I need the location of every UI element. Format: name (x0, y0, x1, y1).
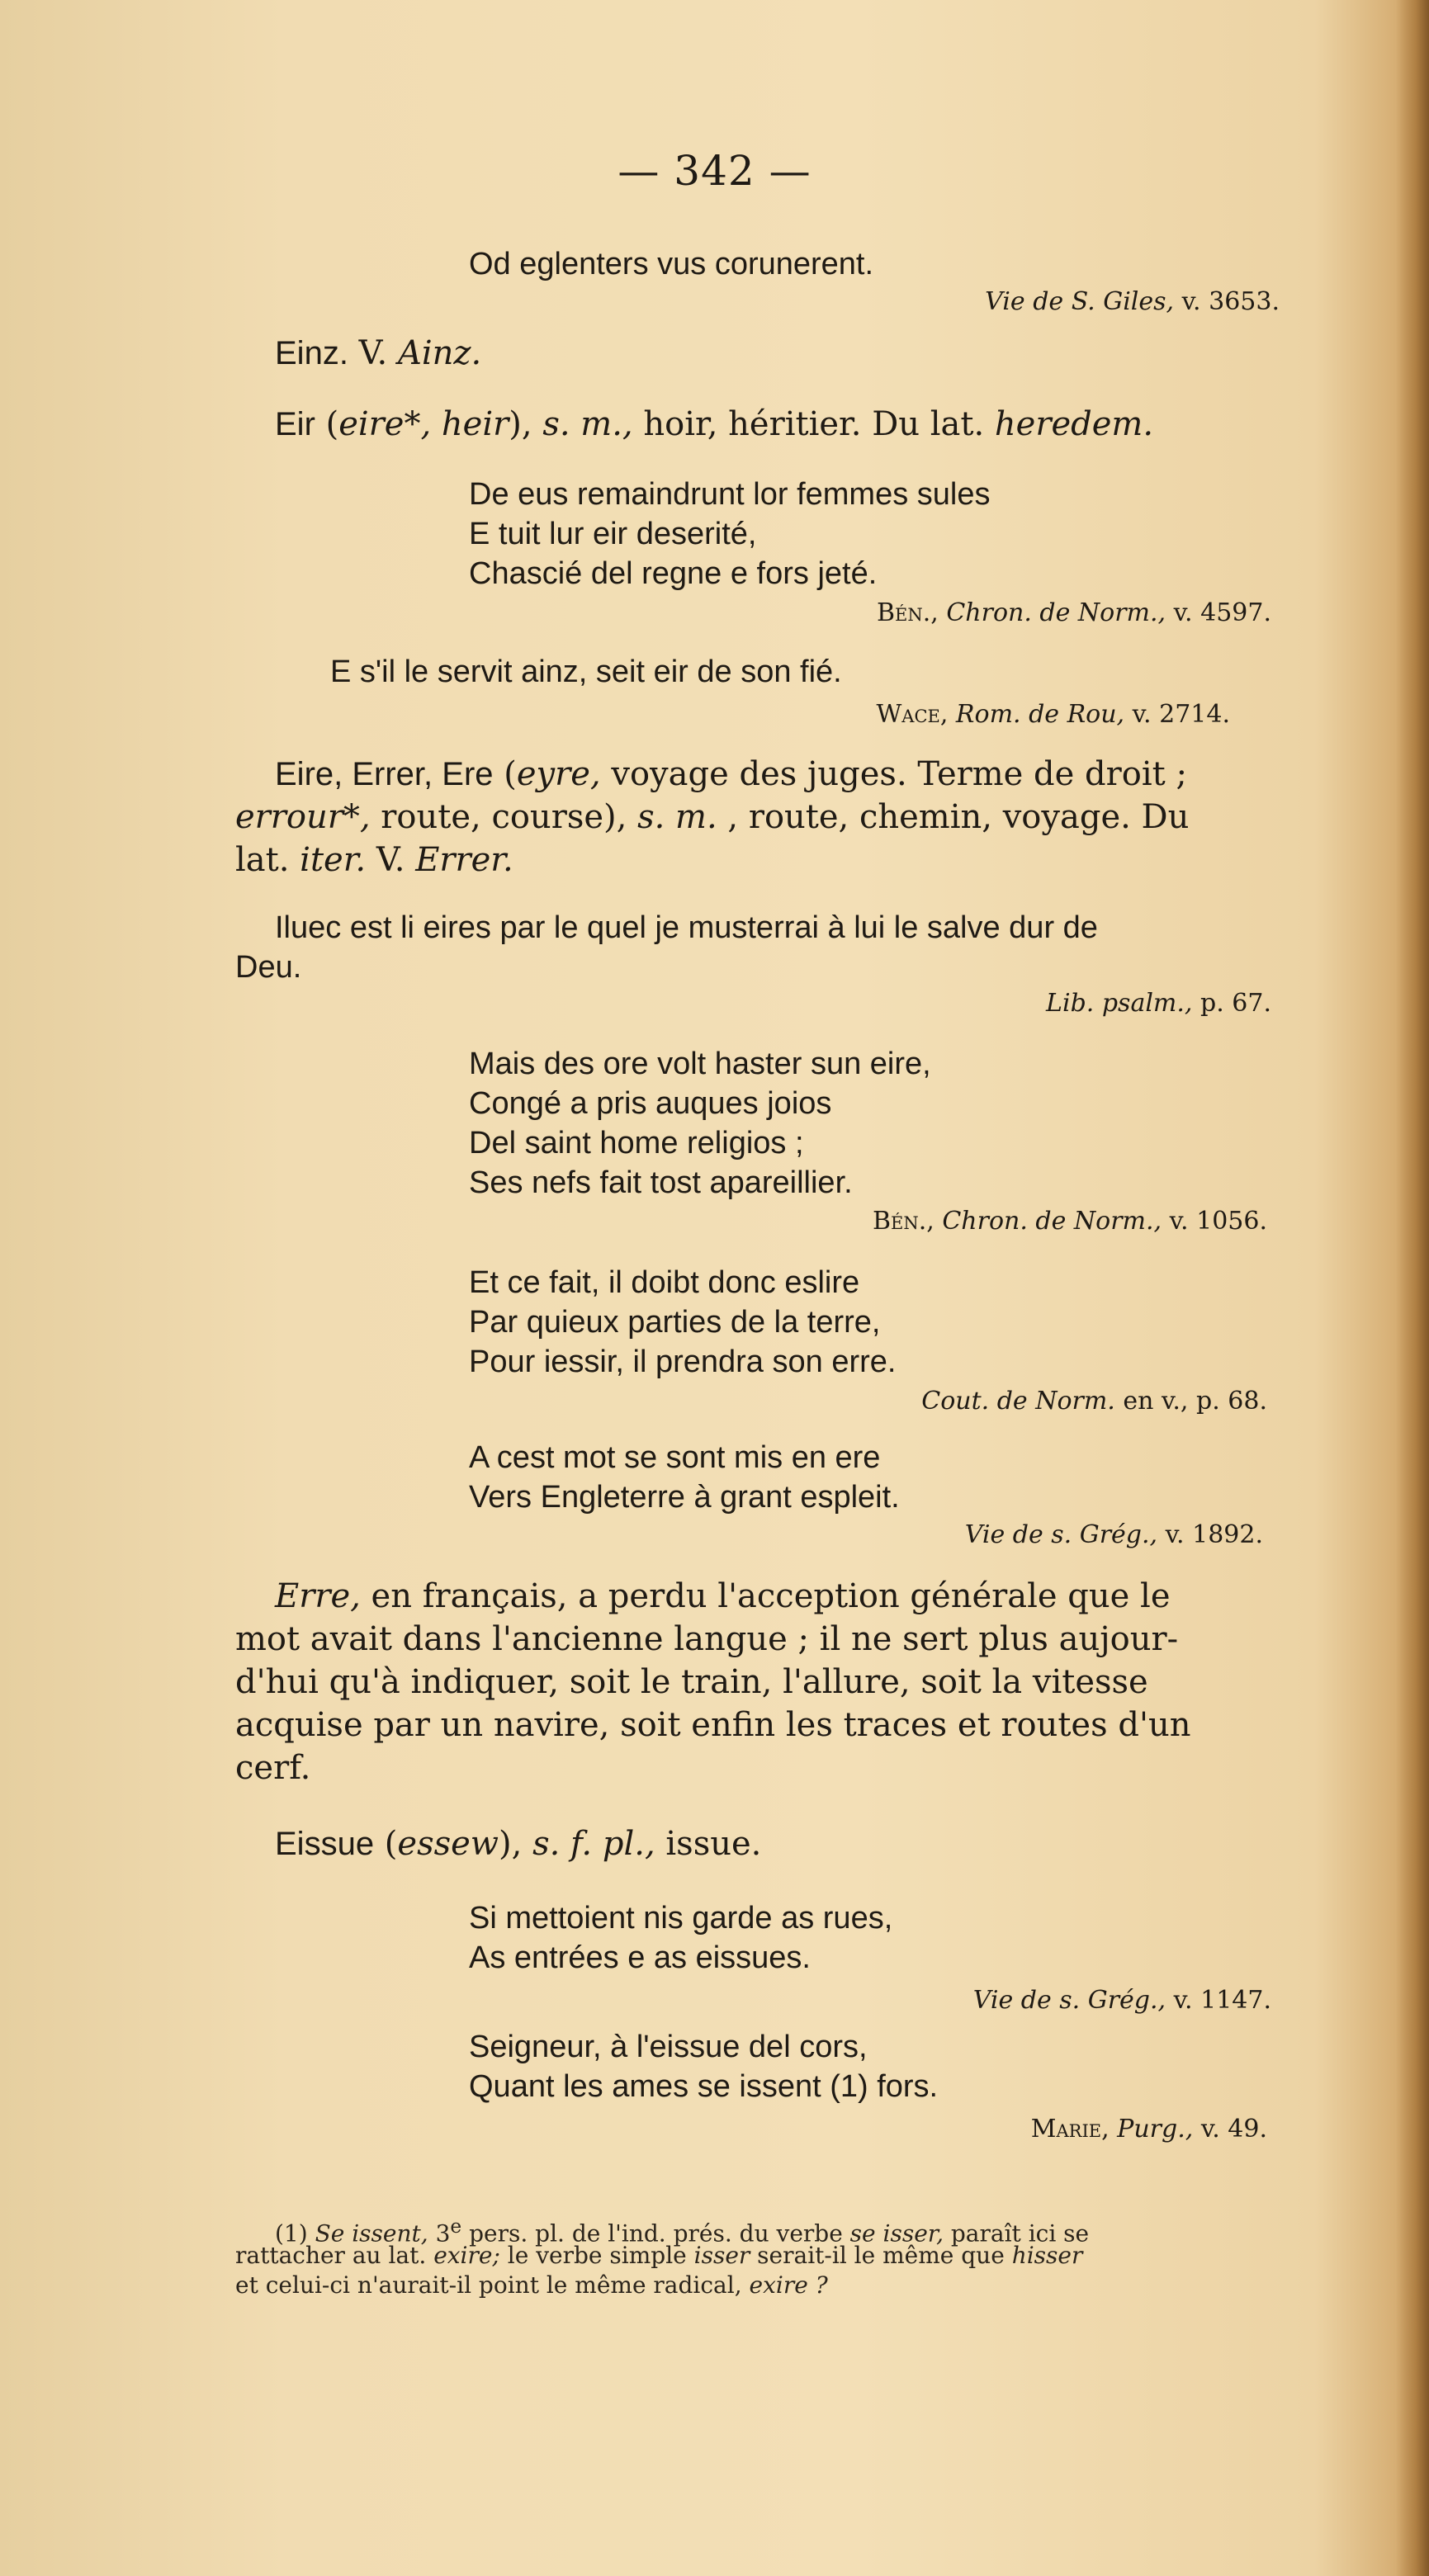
citation (1031, 2115, 1267, 2144)
citation (873, 1207, 1267, 1236)
paragraph-line: acquise par un navire, soit enfin les traces et routes d'un (235, 1706, 1191, 1744)
citation-title: Lib. psalm., (1046, 989, 1193, 1018)
citation-author: Bén., (876, 598, 939, 627)
verse-line: Congé a pris auques joios (469, 1086, 832, 1121)
paragraph-line: d'hui qu'à indiquer, soit le train, l'allure, soit la vitesse (235, 1663, 1148, 1701)
definition: hoir, héritier. Du lat. (632, 405, 995, 443)
citation (1046, 989, 1271, 1018)
prose-quote-line: Deu. (235, 950, 302, 985)
verse-line: Et ce fait, il doibt donc eslire (469, 1265, 860, 1300)
citation (876, 700, 1230, 729)
citation-author: Bén., (872, 1207, 935, 1236)
verse-line: As entrées e as eissues. (469, 1940, 811, 1975)
prose-quote-line: Iluec est li eires par le quel je musterrai à lui le salve dur de (275, 910, 1098, 945)
citation-title: Vie de s. Grég., (972, 1986, 1166, 2015)
entry-headword: Eir (275, 406, 315, 442)
citation (985, 287, 1280, 316)
verse-line: Od eglenters vus corunerent. (469, 247, 874, 281)
etymology: iter. (300, 841, 367, 879)
paragraph-line: Erre, en français, a perdu l'acception générale que le (275, 1577, 1171, 1615)
verse-line: De eus remaindrunt lor femmes sules (469, 477, 991, 512)
verse-line: Ses nefs fait tost apareillier. (469, 1165, 853, 1200)
citation-author: Marie, (1030, 2115, 1110, 2144)
verse-line: E s'il le servit ainz, seit eir de son fié. (330, 655, 842, 689)
entry-headword: Eire, Errer, Ere (275, 756, 494, 792)
etymology: heredem. (994, 405, 1154, 443)
verse-line: Del saint home religios ; (469, 1126, 804, 1160)
definition: , route, chemin, voyage. Du (717, 798, 1190, 836)
citation-ref: v. 1892. (1165, 1520, 1263, 1549)
grammar-tag: s. f. pl., (532, 1825, 655, 1863)
footnote-line: et celui-ci n'aurait-il point le même radical, exire ? (235, 2271, 828, 2299)
page-edge-shadow (1396, 0, 1429, 2576)
variant-form: eyre, (516, 755, 601, 793)
verse-line: Seigneur, à l'eissue del cors, (469, 2030, 868, 2064)
verse-line: Pour iessir, il prendra son erre. (469, 1345, 897, 1379)
headword-italic: Erre, (275, 1577, 361, 1615)
citation-title: Chron. de Norm., (946, 598, 1166, 627)
citation-ref: en v., p. 68. (1123, 1387, 1267, 1416)
verse-line: A cest mot se sont mis en ere (469, 1440, 881, 1475)
verse-line: Par quieux parties de la terre, (469, 1305, 881, 1340)
citation-ref: v. 2714. (1132, 700, 1230, 729)
entry-eissue: Eissue (essew), s. f. pl., issue. (275, 1825, 762, 1863)
citation (965, 1520, 1263, 1549)
entry-headword: Eissue (275, 1826, 375, 1862)
grammar-tag: s. m., (542, 405, 633, 443)
verse-line: Chascié del regne e fors jeté. (469, 556, 878, 591)
citation-title: Vie de S. Giles, (985, 287, 1175, 316)
page-number: — 342 — (617, 147, 812, 195)
entry-eire-line2: errour*, route, course), s. m. , route, chemin, voyage. Du (235, 798, 1190, 836)
variant-form: essew (397, 1825, 499, 1863)
entry-text: V. (348, 334, 398, 372)
citation-title: Purg., (1117, 2115, 1194, 2144)
footnote-line: rattacher au lat. exire; le verbe simple isser serait-il le même que hisser (235, 2242, 1083, 2269)
entry-eire: Eire, Errer, Ere (eyre, voyage des juges. Terme de droit ; (275, 755, 1187, 793)
citation-title: Chron. de Norm., (942, 1207, 1162, 1236)
citation (877, 598, 1271, 627)
definition: voyage des juges. Terme de droit ; (600, 755, 1187, 793)
verse-line: Mais des ore volt haster sun eire, (469, 1047, 931, 1081)
grammar-tag: s. m. (637, 798, 717, 836)
footnote-line: (1) Se issent, 3e pers. pl. de l'ind. prés. du verbe se isser, paraît ici se (275, 2214, 1090, 2248)
footnote-marker: (1) (275, 2219, 315, 2248)
citation-title: Rom. de Rou, (955, 700, 1125, 729)
cross-reference: Ainz. (397, 334, 482, 372)
variant-form: errour*, (235, 798, 371, 836)
definition: issue. (655, 1825, 762, 1863)
entry-eire-line3: lat. iter. V. Errer. (235, 841, 513, 879)
citation-ref: p. 67. (1200, 989, 1271, 1018)
citation-ref: v. 3653. (1181, 287, 1280, 316)
citation-title: Vie de s. Grég., (964, 1520, 1158, 1549)
variant-form: eire*, (338, 405, 432, 443)
paragraph-line: cerf. (235, 1749, 311, 1787)
citation-ref: v. 1147. (1173, 1986, 1271, 2015)
verse-line: Vers Engleterre à grant espleit. (469, 1480, 900, 1515)
citation-ref: v. 49. (1200, 2115, 1267, 2144)
citation-author: Wace, (876, 700, 949, 729)
verse-line: E tuit lur eir deserité, (469, 517, 757, 551)
citation-ref: v. 4597. (1173, 598, 1271, 627)
entry-eir: Eir (eire*, heir), s. m., hoir, héritier. Du lat. heredem. (275, 405, 1154, 443)
entry-einz (275, 333, 481, 373)
cross-reference: Errer. (415, 841, 513, 879)
paragraph-line: mot avait dans l'ancienne langue ; il ne sert plus aujour- (235, 1620, 1179, 1658)
citation (973, 1986, 1271, 2015)
variant-form: heir (431, 405, 509, 443)
entry-headword: Einz. (275, 335, 348, 371)
citation-ref: v. 1056. (1169, 1207, 1267, 1236)
verse-line: Quant les ames se issent (1) fors. (469, 2069, 939, 2104)
citation-title: Cout. de Norm. (921, 1387, 1115, 1416)
verse-line: Si mettoient nis garde as rues, (469, 1901, 893, 1936)
citation (921, 1387, 1267, 1416)
